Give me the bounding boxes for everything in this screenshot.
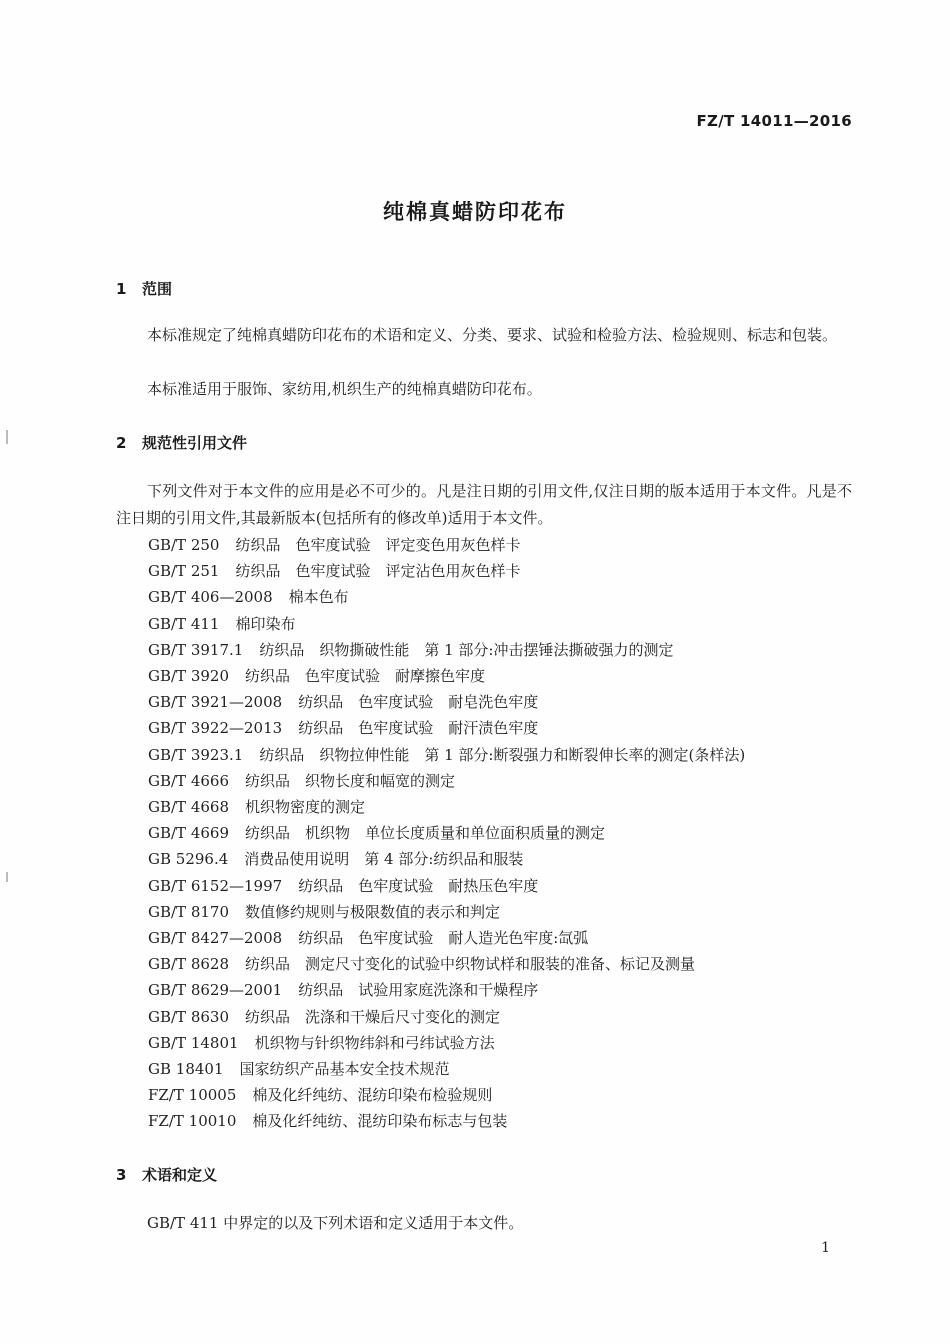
reference-code: GB/T 251 (148, 562, 220, 581)
reference-item (148, 558, 868, 584)
reference-item (148, 794, 868, 820)
section-3-heading (116, 1164, 217, 1185)
reference-code: GB/T 250 (148, 536, 220, 554)
reference-title: 纺织品 机织物 单位长度质量和单位面积质量的测定 (245, 824, 606, 843)
reference-item (148, 951, 868, 977)
section-title: 规范性引用文件 (142, 434, 248, 452)
reference-title: 纺织品 色牢度试验 评定变色用灰色样卡 (235, 536, 521, 554)
reference-code: GB/T 8628 (148, 955, 230, 974)
reference-item (148, 663, 868, 689)
reference-title: 棉及化纤纯纺、混纺印染布标志与包装 (252, 1112, 508, 1131)
section-1-paragraph-1: 本标准规定了纯棉真蜡防印花布的术语和定义、分类、要求、试验和检验方法、检验规则、标志和包装。 (147, 326, 838, 344)
reference-item (148, 977, 868, 1003)
reference-title: 纺织品 织物拉伸性能 第 1 部分:断裂强力和断裂伸长率的测定(条样法) (259, 745, 746, 764)
reference-code: GB/T 8630 (148, 1007, 230, 1026)
scan-artifact (6, 430, 8, 444)
reference-title: 纺织品 织物撕破性能 第 1 部分:冲击摆锤法撕破强力的测定 (259, 640, 674, 659)
reference-title: 纺织品 色牢度试验 评定沾色用灰色样卡 (235, 562, 521, 581)
section-2-heading (116, 432, 247, 453)
reference-item (148, 873, 868, 899)
reference-item (148, 768, 868, 794)
reference-title: 纺织品 洗涤和干燥后尺寸变化的测定 (245, 1007, 501, 1026)
reference-code: GB/T 8427—2008 (148, 929, 283, 948)
reference-item (148, 925, 868, 951)
reference-title: 纺织品 色牢度试验 耐皂洗色牢度 (298, 693, 539, 712)
reference-code: GB/T 3921—2008 (148, 693, 283, 712)
reference-item (148, 532, 868, 558)
reference-code: GB/T 3920 (148, 667, 230, 686)
reference-code: GB/T 14801 (148, 1033, 239, 1052)
reference-item (148, 1056, 868, 1082)
reference-item (148, 846, 868, 872)
reference-title: 纺织品 色牢度试验 耐汗渍色牢度 (298, 719, 539, 738)
reference-item (148, 742, 868, 768)
reference-code: GB 5296.4 (148, 850, 229, 869)
reference-item (148, 1030, 868, 1056)
reference-title: 消费品使用说明 第 4 部分:纺织品和服装 (244, 850, 524, 869)
normative-references-list (148, 532, 868, 1135)
reference-code: FZ/T 10005 (148, 1086, 237, 1105)
reference-code: GB/T 8170 (148, 902, 230, 921)
reference-title: 纺织品 织物长度和幅宽的测定 (245, 771, 456, 790)
reference-item (148, 1082, 868, 1108)
scan-artifact (6, 872, 8, 882)
reference-title: 棉印染布 (235, 614, 296, 633)
section-title: 术语和定义 (142, 1166, 218, 1184)
section-1-heading (116, 278, 172, 299)
reference-code: GB/T 8629—2001 (148, 981, 283, 1000)
reference-code: GB/T 411 (148, 614, 220, 633)
reference-title: 机织物与针织物纬斜和弓纬试验方法 (254, 1033, 495, 1052)
reference-item (148, 820, 868, 846)
reference-title: 棉及化纤纯纺、混纺印染布检验规则 (252, 1086, 493, 1105)
reference-item (148, 637, 868, 663)
reference-item (148, 715, 868, 741)
reference-code: GB/T 4669 (148, 824, 230, 843)
reference-title: 纺织品 色牢度试验 耐热压色牢度 (298, 876, 539, 895)
reference-code: GB 18401 (148, 1060, 224, 1079)
section-number: 3 (116, 1166, 127, 1184)
reference-title: 纺织品 色牢度试验 耐摩擦色牢度 (245, 667, 486, 686)
standard-code: FZ/T 14011—2016 (696, 112, 852, 130)
section-2-paragraph-1: 下列文件对于本文件的应用是必不可少的。凡是注日期的引用文件,仅注日期的版本适用于本文件。凡是不注日期的引用文件,其最新版本(包括所有的修改单)适用于本文件。 (116, 482, 852, 527)
reference-title: 国家纺织产品基本安全技术规范 (239, 1060, 450, 1079)
section-title: 范围 (142, 280, 173, 298)
reference-title: 纺织品 试验用家庭洗涤和干燥程序 (298, 981, 539, 1000)
reference-item (148, 899, 868, 925)
reference-code: GB/T 6152—1997 (148, 876, 283, 895)
section-3-paragraph-1: GB/T 411 中界定的以及下列术语和定义适用于本文件。 (147, 1214, 524, 1232)
reference-title: 棉本色布 (288, 588, 349, 607)
section-number: 1 (116, 280, 127, 298)
reference-code: GB/T 3923.1 (148, 745, 244, 764)
reference-code: GB/T 4668 (148, 798, 230, 817)
reference-code: FZ/T 10010 (148, 1112, 237, 1131)
section-1-paragraph-2: 本标准适用于服饰、家纺用,机织生产的纯棉真蜡防印花布。 (147, 380, 542, 398)
page-number: 1 (821, 1240, 830, 1256)
reference-item (148, 611, 868, 637)
reference-item (148, 1108, 868, 1134)
section-number: 2 (116, 434, 127, 452)
reference-item (148, 584, 868, 610)
reference-title: 机织物密度的测定 (245, 798, 366, 817)
reference-title: 数值修约规则与极限数值的表示和判定 (245, 902, 501, 921)
reference-title: 纺织品 色牢度试验 耐人造光色牢度:氙弧 (298, 929, 589, 948)
reference-code: GB/T 3922—2013 (148, 719, 283, 738)
reference-code: GB/T 4666 (148, 771, 230, 790)
reference-title: 纺织品 测定尺寸变化的试验中织物试样和服装的准备、标记及测量 (245, 955, 696, 974)
reference-item (148, 1004, 868, 1030)
reference-code: GB/T 406—2008 (148, 588, 273, 607)
reference-code: GB/T 3917.1 (148, 640, 244, 659)
reference-item (148, 689, 868, 715)
document-title: 纯棉真蜡防印花布 (383, 200, 567, 224)
